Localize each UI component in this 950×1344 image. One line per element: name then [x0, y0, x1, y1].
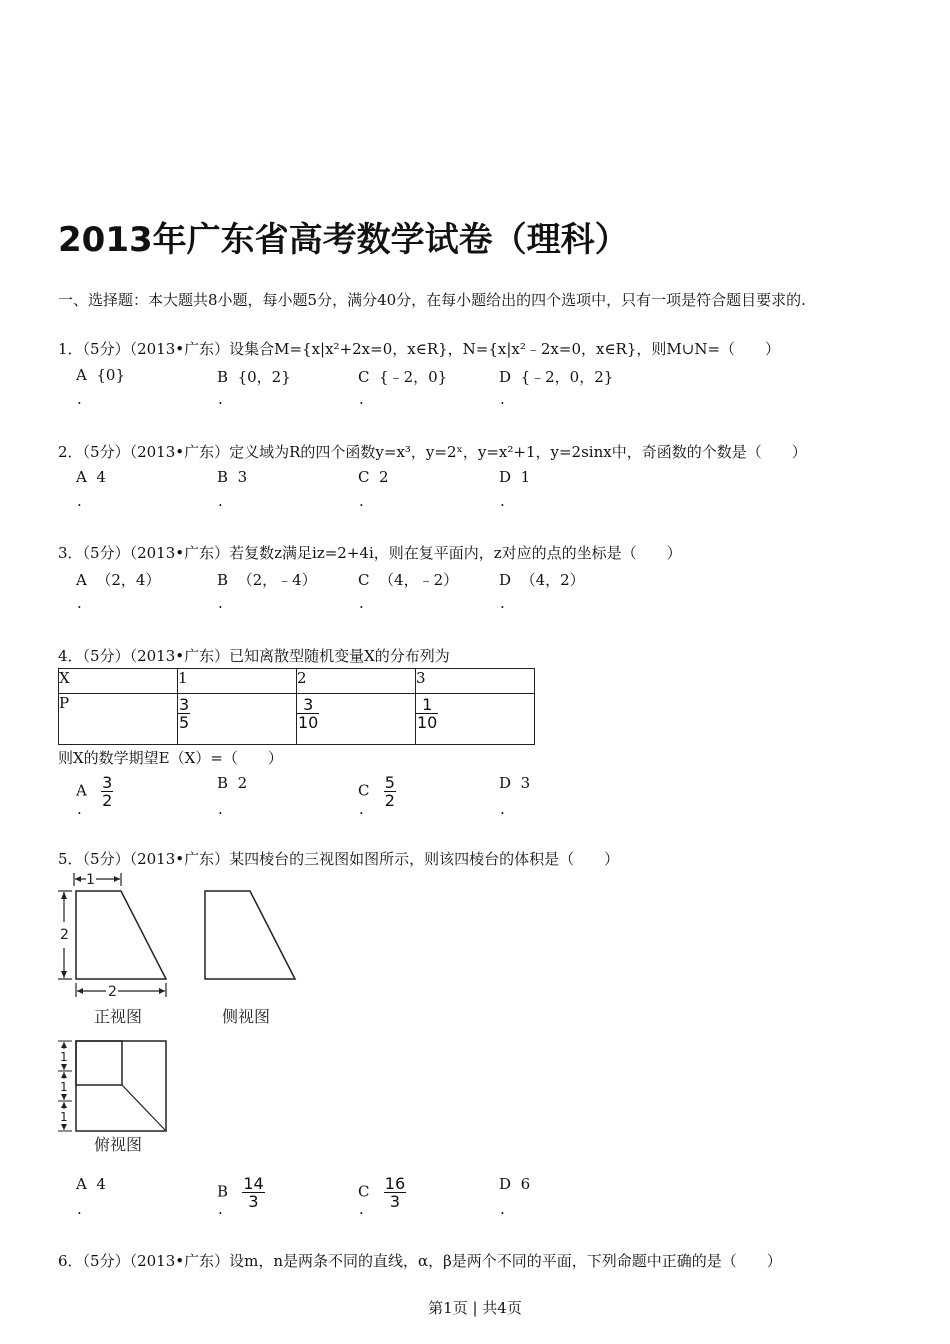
option-letter: B [217, 774, 229, 792]
front-view-label: 正视图 [94, 1007, 143, 1026]
option-dot: . [359, 492, 364, 510]
page-title: 2013年广东省高考数学试卷（理科） [58, 220, 629, 260]
q3-option-c[interactable] [358, 569, 458, 590]
q3-option-d[interactable] [499, 569, 585, 590]
denominator: 5 [179, 713, 190, 732]
option-letter: D [499, 774, 512, 792]
option-letter: C [358, 781, 370, 800]
q4-option-d[interactable] [499, 774, 530, 792]
option-dot: . [359, 1200, 364, 1218]
option-dot: . [77, 390, 82, 408]
option-dot: . [218, 800, 223, 818]
fraction [384, 1175, 406, 1210]
fraction [416, 696, 438, 731]
question-3 [58, 542, 682, 563]
dim-label: 1 [60, 1080, 68, 1094]
denominator: 10 [417, 713, 438, 732]
option-letter: B [217, 571, 229, 589]
option-letter: A [76, 366, 87, 384]
option-letter: D [499, 1175, 512, 1193]
question-text: （5分）（2013•广东）设集合M={x|x²+2x=0，x∈R}，N={x|x²﹣2x=0，x∈R}，则M∪N=（ ） [82, 340, 781, 358]
q1-option-a[interactable] [76, 366, 125, 384]
option-text: （4，﹣2） [379, 571, 459, 589]
q1-option-c[interactable] [358, 366, 447, 387]
option-text: 1 [520, 468, 531, 486]
table-cell [297, 694, 416, 745]
option-dot: . [218, 492, 223, 510]
option-dot: . [77, 800, 82, 818]
option-dot: . [359, 594, 364, 612]
option-dot: . [500, 492, 505, 510]
q4-option-b[interactable] [217, 774, 247, 792]
question-text: （5分）（2013•广东）定义域为R的四个函数y=x³，y=2ˣ，y=x²+1，y=2sinx中，奇函数的个数是（ ） [82, 443, 807, 461]
option-letter: B [217, 368, 229, 386]
option-letter: C [358, 1182, 370, 1201]
side-view [205, 891, 295, 1026]
question-followup: 则X的数学期望E（X）=（ ） [58, 749, 283, 767]
distribution-table [58, 668, 535, 745]
fraction [242, 1175, 264, 1210]
numerator: 3 [179, 695, 190, 714]
question-text: （5分）（2013•广东）若复数z满足iz=2+4i，则在复平面内，z对应的点的坐标是（ ） [82, 544, 682, 562]
top-view-label: 俯视图 [94, 1135, 143, 1154]
option-text: （4，2） [520, 571, 585, 589]
q5-option-d[interactable] [499, 1175, 530, 1193]
option-letter: C [358, 368, 370, 386]
denominator: 3 [389, 1192, 401, 1211]
option-letter: C [358, 468, 370, 486]
question-number: 4． [58, 647, 83, 665]
question-text: （5分）（2013•广东）某四棱台的三视图如图所示，则该四棱台的体积是（ ） [82, 850, 620, 868]
three-view-figure [50, 866, 310, 1161]
dim-label: 2 [108, 984, 117, 1000]
table-row [59, 694, 535, 745]
option-letter: A [76, 1175, 87, 1193]
table-cell [178, 694, 297, 745]
option-text: {﹣2，0} [379, 368, 448, 386]
option-dot: . [218, 594, 223, 612]
numerator: 14 [243, 1174, 264, 1193]
q5-option-a[interactable] [76, 1175, 106, 1193]
denominator: 10 [298, 713, 319, 732]
numerator: 16 [384, 1174, 406, 1193]
front-view [58, 872, 166, 1026]
option-letter: A [76, 781, 87, 800]
denominator: 2 [102, 791, 113, 810]
page-footer: 第1页 | 共4页 [428, 1299, 522, 1317]
table-cell [416, 694, 535, 745]
denominator: 3 [248, 1192, 259, 1211]
option-letter: B [217, 468, 229, 486]
option-text: 2 [237, 774, 248, 792]
option-text: 2 [379, 468, 389, 486]
q2-option-b[interactable] [217, 468, 247, 486]
q3-option-a[interactable] [76, 569, 160, 590]
dim-label: 1 [60, 1110, 68, 1124]
numerator: 5 [384, 773, 395, 792]
dim-label: 2 [60, 927, 69, 943]
fraction [101, 774, 113, 809]
option-dot: . [500, 594, 505, 612]
option-letter: A [76, 468, 87, 486]
option-text: 6 [520, 1175, 531, 1193]
fraction [297, 696, 319, 731]
option-letter: A [76, 571, 87, 589]
numerator: 3 [297, 696, 319, 714]
option-text: （2，4） [96, 571, 161, 589]
question-number: 3． [58, 544, 83, 562]
option-dot: . [77, 594, 82, 612]
q2-option-a[interactable] [76, 468, 106, 486]
option-dot: . [500, 390, 505, 408]
table-cell: P [59, 694, 178, 745]
table-cell: X [59, 669, 178, 694]
option-dot: . [500, 800, 505, 818]
option-text: 4 [96, 468, 106, 486]
question-number: 6． [58, 1252, 83, 1270]
table-cell: 1 [178, 669, 297, 694]
option-text: 4 [96, 1175, 106, 1193]
q1-option-b[interactable] [217, 366, 291, 387]
option-dot: . [359, 390, 364, 408]
question-1 [58, 338, 780, 359]
question-text: （5分）（2013•广东）设m，n是两条不同的直线，α，β是两个不同的平面，下列命题中正确的是（ ） [82, 1252, 782, 1270]
numerator: 3 [102, 773, 113, 792]
side-view-label: 侧视图 [222, 1007, 271, 1026]
question-6 [58, 1250, 782, 1271]
option-dot: . [218, 1200, 223, 1218]
option-dot: . [77, 1200, 82, 1218]
question-number: 2． [58, 443, 83, 461]
option-letter: B [217, 1182, 229, 1201]
option-dot: . [359, 800, 364, 818]
question-2 [58, 441, 807, 462]
option-letter: D [499, 368, 512, 386]
fraction [178, 696, 190, 731]
section-header: 一、选择题：本大题共8小题，每小题5分，满分40分，在每小题给出的四个选项中，只有一项是符合题目要求的. [58, 291, 806, 309]
question-number: 1． [58, 340, 83, 358]
table-cell: 3 [416, 669, 535, 694]
option-text: {0，2} [237, 368, 291, 386]
option-text: {﹣2，0，2} [520, 368, 614, 386]
dim-label: 1 [60, 1050, 68, 1064]
option-letter: D [499, 468, 512, 486]
option-letter: D [499, 571, 512, 589]
option-text: 3 [237, 468, 248, 486]
q1-option-d[interactable] [499, 366, 613, 387]
question-number: 5． [58, 850, 83, 868]
table-row [59, 669, 535, 694]
fraction [384, 774, 396, 809]
option-text: （2，﹣4） [237, 571, 317, 589]
q2-option-d[interactable] [499, 468, 530, 486]
table-cell: 2 [297, 669, 416, 694]
option-dot: . [77, 492, 82, 510]
option-text: 3 [520, 774, 531, 792]
dim-label: 1 [86, 872, 95, 888]
option-text: {0} [96, 366, 126, 384]
option-dot: . [218, 390, 223, 408]
q5-option-b[interactable] [217, 1175, 265, 1210]
q3-option-b[interactable] [217, 569, 317, 590]
top-view [58, 1041, 166, 1154]
q5-option-c[interactable] [358, 1175, 406, 1210]
denominator: 2 [384, 791, 395, 810]
option-dot: . [500, 1200, 505, 1218]
numerator: 1 [416, 696, 438, 714]
q2-option-c[interactable] [358, 468, 389, 486]
question-4 [58, 645, 450, 666]
question-text: （5分）（2013•广东）已知离散型随机变量X的分布列为 [82, 647, 450, 665]
option-letter: C [358, 571, 370, 589]
